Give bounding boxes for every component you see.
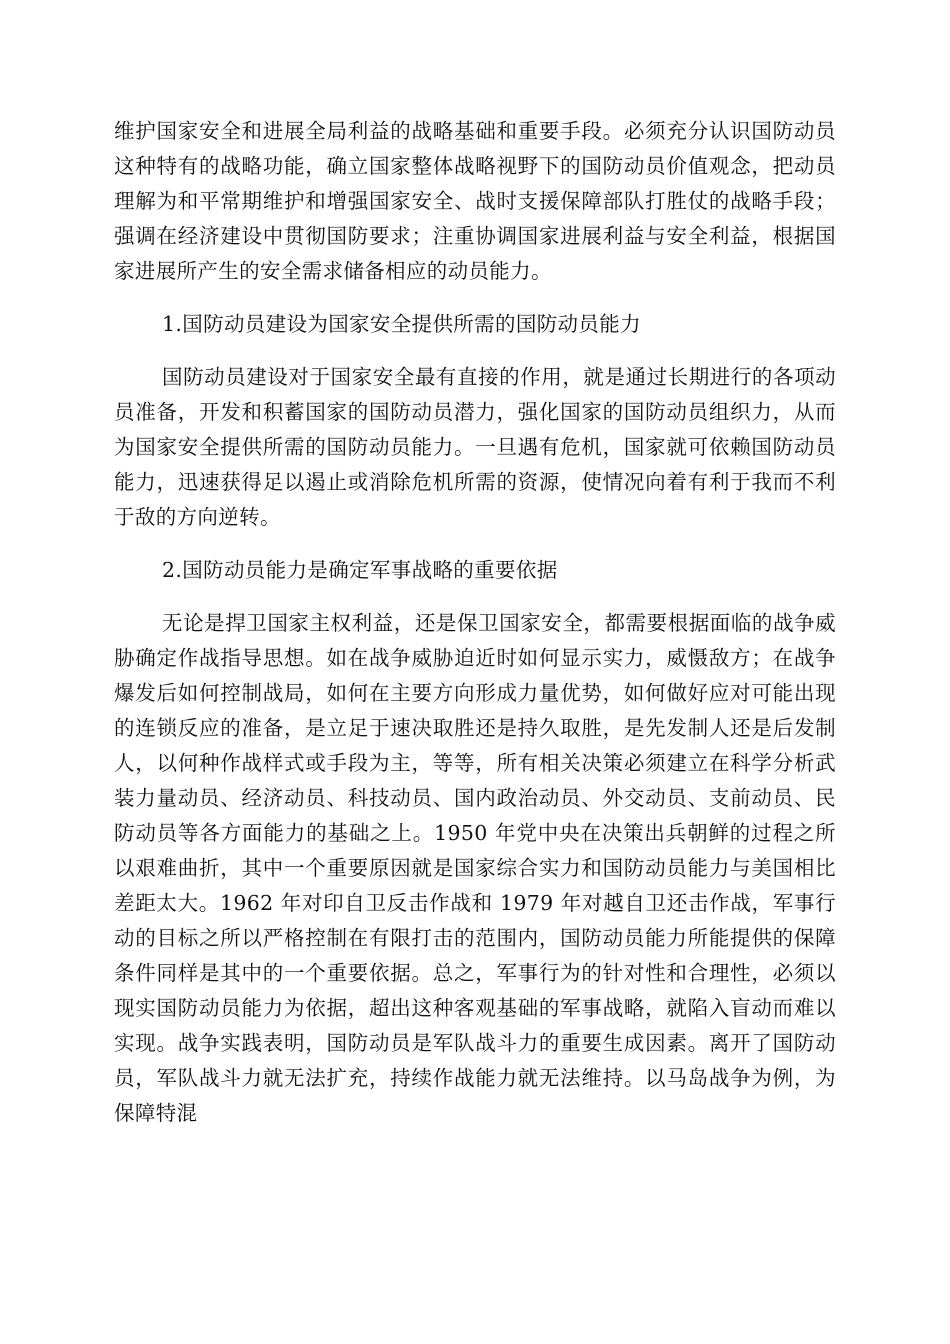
document-page	[114, 114, 836, 1131]
section-heading-2: 2.国防动员能力是确定军事战略的重要依据	[162, 558, 558, 582]
paragraph-section-1: 国防动员建设对于国家安全最有直接的作用，就是通过长期进行的各项动员准备，开发和积蓄国家的国防动员潜力，强化国家的国防动员组织力，从而为国家安全提供所需的国防动员能力。一旦遇有危机，国家就可依赖国防动员能力，迅速获得足以遏止或消除危机所需的资源，使情况向着有利于我而不利于敌的方向逆转。	[114, 365, 836, 529]
section-heading-1: 1.国防动员建设为国家安全提供所需的国防动员能力	[162, 312, 641, 336]
paragraph-section-2: 无论是捍卫国家主权利益，还是保卫国家安全，都需要根据面临的战争威胁确定作战指导思想。如在战争威胁迫近时如何显示实力，威慑敌方；在战争爆发后如何控制战局，如何在主要方向形成力量优势，如何做好应对可能出现的连锁反应的准备，是立足于速决取胜还是持久取胜，是先发制人还是后发制人，以何种作战样式或手段为主，等等，所有相关决策必须建立在科学分析武装力量动员、经济动员、科技动员、国内政治动员、外交动员、支前动员、民防动员等各方面能力的基础之上。1950 年党中央在决策出兵朝鲜的过程之所以艰难曲折，其中一个重要原因就是国家综合实力和国防动员能力与美国相比差距太大。1962 年对印自卫反击作战和 1979 年对越自卫还击作战，军事行动的目标之所以严格控制在有限打击的范围内，国防动员能力所能提供的保障条件同样是其中的一个重要依据。总之，军事行为的针对性和合理性，必须以现实国防动员能力为依据，超出这种客观基础的军事战略，就陷入盲动而难以实现。战争实践表明，国防动员是军队战斗力的重要生成因素。离开了国防动员，军队战斗力就无法扩充，持续作战能力就无法维持。以马岛战争为例，为保障特混	[114, 611, 836, 1125]
spacer	[114, 289, 836, 307]
spacer	[114, 588, 836, 606]
spacer	[114, 342, 836, 360]
paragraph-intro: 维护国家安全和进展全局利益的战略基础和重要手段。必须充分认识国防动员这种特有的战略功能，确立国家整体战略视野下的国防动员价值观念，把动员理解为和平常期维护和增强国家安全、战时支援保障部队打胜仗的战略手段；强调在经济建设中贯彻国防要求；注重协调国家进展利益与安全利益，根据国家进展所产生的安全需求储备相应的动员能力。	[114, 119, 836, 283]
spacer	[114, 535, 836, 553]
